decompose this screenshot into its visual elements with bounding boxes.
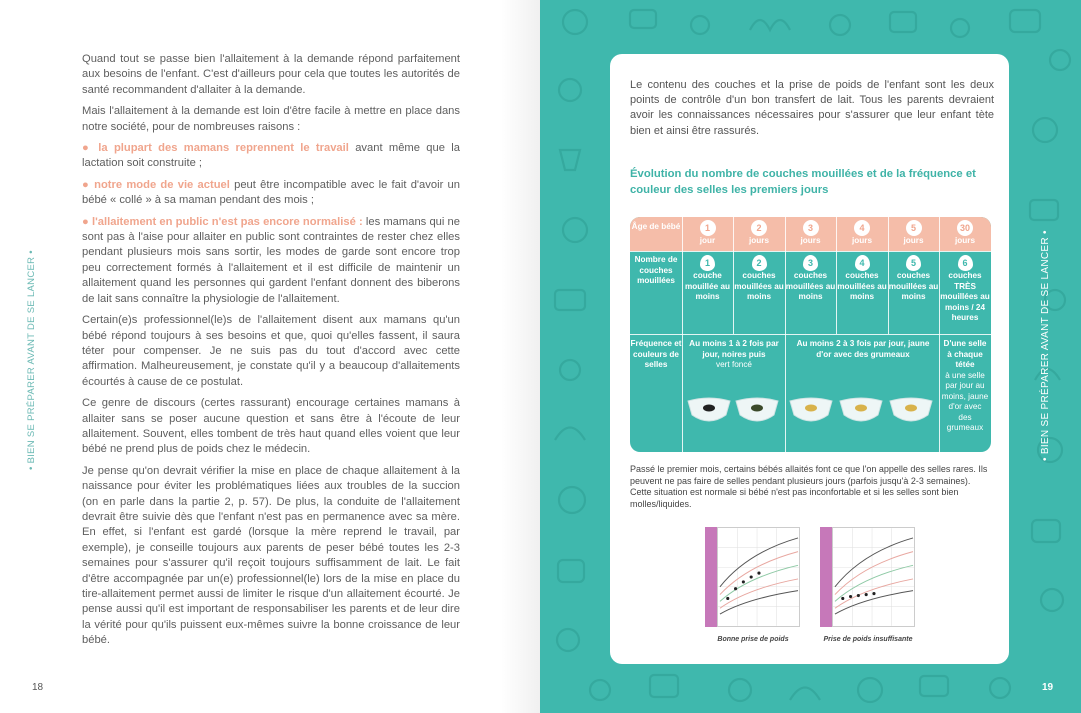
bullet-text: peut être incompatible avec le fait d'avoir un bébé « collé » à sa maman pendant des mois ; [82, 178, 460, 207]
bullet-highlight: la plupart des mamans reprennent le travail [98, 142, 349, 155]
paragraph: Je pense qu'on devrait vérifier la mise en place de chaque allaitement à la naissance pour éviter les problématiques liées aux troubles de la succion (on en parle dans la partie 2, p. 57). De plus, la conduite de l'allaitement devrait être suivie dès que l'enfant n'est pas en permanence avec sa mère. En effet, si l'enfant est gardé (lorsque la mère reprend le travail, par exemple), je conseille toujours aux parents de peser bébé toutes les 2-3 semaines pour s'assurer qu'il reçoit toujours suffisamment de lait. Le fait d'être accompagnée par un(e) professionnel(le) lors de la mise en place du tire-allaitement permet aussi de limiter le risque d'un allaitement écourté. Je pense aussi qu'il est important de responsabiliser les parents et de leur dire la vérité pour qu'ils puissent eux-mêmes suivre la bonne croissance de leur bébé. [82, 464, 460, 647]
diaper-yellow-stool-icon [888, 395, 934, 425]
stool-cell-mid: Au moins 2 à 3 fois par jour, jaune d'or avec des grumeaux [796, 339, 930, 359]
page-number-right: 19 [1042, 682, 1054, 693]
side-title-text: • BIEN SE PRÉPARER AVANT DE SE LANCER • [26, 250, 37, 470]
stool-cell-late: D'une selle à chaque tétée à une selle par jour au moins, jaune d'or avec des grumeaux [941, 339, 989, 432]
left-side-title [26, 250, 46, 470]
paragraph: Ce genre de discours (certes rassurant) encourage certaines mamans à allaiter sans se poser aucune question et sans être à l'écoute de leur allaitement. Souvent, elles tombent de très haut quand elles voient que leur bébé ne prend plus de poids chez le médecin. [82, 397, 460, 456]
row-label-stools: Fréquence et couleurs de selles [630, 339, 682, 369]
wet-diaper-cell: 6 couches TRÈS mouillées au moins / 24 heures [939, 255, 991, 324]
chart-caption-insufficient: Prise de poids insuffisante [823, 636, 913, 643]
right-page [540, 0, 1081, 713]
diaper-yellow-stool-icon [838, 395, 884, 425]
day-header: 1 jour [682, 220, 733, 247]
table-title: Évolution du nombre de couches mouillées et de la fréquence et couleur des selles les premiers jours [630, 168, 976, 196]
intro-text: Le contenu des couches et la prise de poids de l'enfant sont les deux points de contrôle d'un bon transfert de lait. Tous les parents devraient avoir les connaissances nécessaires pour s'assurer que leur enfant tète bien et ainsi être rassurés. [630, 79, 994, 137]
page-number-left: 18 [32, 682, 44, 693]
wet-diaper-cell: 2 couches mouillées au moins [733, 255, 785, 303]
bullet-icon: ● [82, 178, 95, 191]
paragraph: Quand tout se passe bien l'allaitement à la demande répond parfaitement aux besoins de l'enfant. C'est d'ailleurs pour cela que toutes les autorités de santé recommandent d'allaiter à la demande. [82, 53, 460, 96]
age-label: Âge de bébé [631, 222, 681, 231]
paragraph: Certain(e)s professionnel(le)s de l'allaitement disent aux mamans qu'un bébé répond toujours à ses besoins et que, quoi qu'elles fassent, il saura téter pour compenser. Je ne suis pas du tout d'accord avec cette affirmation. Malheureusement, je constate qu'il y a beaucoup d'allaitements écourtés à cause de ce postulat. [82, 314, 460, 388]
bullet-text: les mamans qui ne sont pas à l'aise pour allaiter en public sont contraintes de rester chez elles pendant plusieurs mois sans sortir, les modes de garde sont encore trop peu correctement formés à l'allaitement et il est difficile de maintenir un allaitement quand les personnes qui gardent l'enfant donnent des biberons de lait sans connaître la physiologie de l'allaitement. [82, 215, 460, 305]
bullet-text: avant même que la lactation soit construite ; [82, 142, 460, 170]
day-header: 3 jours [785, 220, 836, 247]
wet-diaper-cell: 1 couche mouillée au moins [682, 255, 733, 303]
day-header: 5 jours [888, 220, 939, 247]
bullet-icon: ● [82, 215, 93, 228]
bullet-item [82, 178, 460, 209]
growth-chart-insufficient [820, 527, 915, 627]
wet-diaper-cell: 3 couches mouillées au moins [785, 255, 836, 303]
info-card [610, 54, 1009, 664]
diaper-yellow-stool-icon [788, 395, 834, 425]
side-title-text: • BIEN SE PRÉPARER AVANT DE SE LANCER • [1040, 230, 1051, 461]
bullet-highlight: notre mode de vie actuel [94, 178, 230, 191]
bullet-icon: ● [82, 142, 99, 155]
stool-cell-early: Au moins 1 à 2 fois par jour, noires puis vert foncé [689, 339, 779, 369]
diaper-table [630, 217, 991, 452]
row-label-wet-diapers: Nombre de couches mouillées [634, 255, 678, 285]
day-header: 2 jours [733, 220, 785, 247]
chart-caption-good: Bonne prise de poids [717, 636, 789, 643]
diaper-black-stool-icon [686, 395, 732, 425]
paragraph: Mais l'allaitement à la demande est loin d'être facile à mettre en place dans notre société, pour de nombreuses raisons : [82, 105, 460, 133]
growth-chart-good [705, 527, 800, 627]
day-header: 4 jours [836, 220, 888, 247]
bullet-item [82, 141, 460, 172]
wet-diaper-cell: 5 couches mouillées au moins [888, 255, 939, 303]
right-side-title [1040, 230, 1060, 485]
note-text: Passé le premier mois, certains bébés allaités font ce que l'on appelle des selles rares. Ils peuvent ne pas faire de selles pendant plusieurs jours (parfois jusqu'à 2-3 semaines). Cette situation est normale si bébé n'est pas inconfortable et si les selles sont bien molles/liquides. [630, 464, 988, 509]
day-header: 30 jours [939, 220, 991, 247]
diaper-green-stool-icon [734, 395, 780, 425]
bullet-highlight: l'allaitement en public n'est pas encore normalisé : [92, 215, 363, 228]
growth-chart-plot [832, 527, 915, 627]
left-page [0, 0, 540, 713]
bullet-item [82, 215, 460, 307]
growth-chart-plot [717, 527, 800, 627]
wet-diaper-cell: 4 couches mouillées au moins [836, 255, 888, 303]
left-body-text [82, 52, 460, 655]
